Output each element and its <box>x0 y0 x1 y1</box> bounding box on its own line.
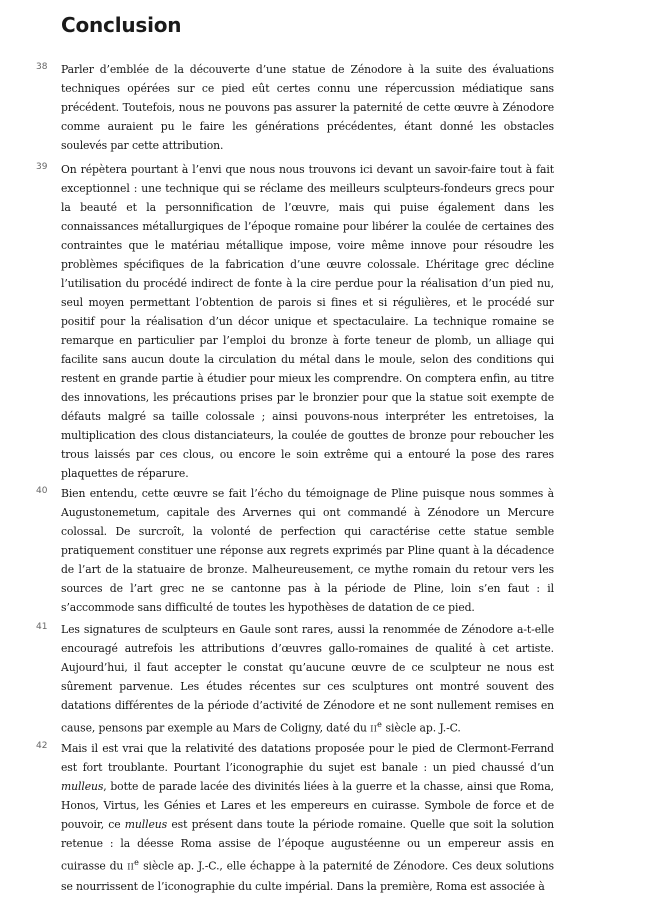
paragraph-text: Parler d’emblée de la découverte d’une statue de Zénodore à la suite des évaluations techniques opérées sur ce pied eût certes connu une répercussion médiatique sans précédent. Toutefois, nous ne pouvons pas assurer la paternité de cette œuvre à Zénodore comme auraient pu le faire les générations précédentes, étant donné les obstacles soulevés par cette attribution. <box>61 63 554 152</box>
text-run: est présent dans toute la période romaine. Quelle que soit la solution retenue : la déesse Roma assise de l’époque augustéenne ou un empereur assis en cuirasse du <box>61 818 554 873</box>
text-run: siècle ap. J.-C. <box>382 721 461 735</box>
century-suffix: e <box>134 858 140 867</box>
text-run: , botte de parade lacée des divinités liées à la guerre et la chasse, ainsi que Roma, Honos, Virtus, les Génies et Lares et les empereurs en cuirasse. Symbole de force et de pouvoir, ce <box>61 780 554 831</box>
text-run: siècle ap. J.-C., elle échappe à la paternité de Zénodore. Ces deux solutions se nourrissent de l’iconographie du culte impérial. Dans la première, Roma est associée à <box>61 859 554 893</box>
text-run: Mais il est vrai que la relativité des datations proposée pour le pied de Clermont-Ferrand est fort troublante. Pourtant l’iconographie du sujet est banale : un pied chaussé d’un <box>61 742 554 774</box>
century-numeral: II <box>127 862 135 872</box>
paragraph-number: 40 <box>36 486 48 496</box>
paragraph-number: 38 <box>36 62 48 72</box>
text-run: Les signatures de sculpteurs en Gaule sont rares, aussi la renommée de Zénodore a-t-elle encouragé autrefois les attributions d’œuvres gallo-romaines de qualité à cet artiste. Aujourd’hui, il faut accepter le constat qu’aucune œuvre de ce sculpteur ne nous est sûrement parvenue. Les études récentes sur ces sculptures ont montré souvent des datations différentes de la période d’activité de Zénodore et ne sont nullement remises en cause, pensons par exemple au Mars de Coligny, daté du <box>61 623 554 735</box>
paragraph-text <box>61 620 554 739</box>
paragraph-text: Bien entendu, cette œuvre se fait l’écho du témoignage de Pline puisque nous sommes à Augustonemetum, capitale des Arvernes qui ont commandé à Zénodore un Mercure colossal. De surcroît, la volonté de perfection qui caractérise cette statue semble pratiquement constituer une réponse aux regrets exprimés par Pline quant à la décadence de l’art de la statuaire de bronze. Malheureusement, ce mythe romain du retour vers les sources de l’art grec ne se cantonne pas à la période de Pline, loin s’en faut : il s’accommode sans difficulté de toutes les hypothèses de datation de ce pied. <box>61 487 554 614</box>
paragraph-number: 42 <box>36 741 48 751</box>
paragraph-number: 39 <box>36 162 48 172</box>
paragraph-text: On répètera pourtant à l’envi que nous nous trouvons ici devant un savoir-faire tout à fait exceptionnel : une technique qui se réclame des meilleurs sculpteurs-fondeurs grecs pour la beauté et la personnification de l’œuvre, mais qui puise également dans les connaissances métallurgiques de l’époque romaine pour libérer la coulée de certaines des contraintes que le matériau métallique impose, voire même innove pour résoudre les problèmes spécifiques de la fabrication d’une œuvre colossale. L’héritage grec décline l’utilisation du procédé indirect de fonte à la cire perdue pour la réalisation d’un pied nu, seul moyen permettant l’obtention de parois si fines et si régulières, et le procédé sur positif pour la réalisation d’un décor unique et spectaculaire. La technique romaine se remarque en particulier par l’emploi du bronze à forte teneur de plomb, un alliage qui facilite sans aucun doute la circulation du métal dans le moule, selon des conditions qui restent en grande partie à étudier pour mieux les comprendre. On comptera enfin, au titre des innovations, les précautions prises par le bronzier pour que la statue soit exempte de défauts malgré sa taille colossale ; ainsi pouvons-nous interpréter les entretoises, la multiplication des clous distanciateurs, la coulée de gouttes de bronze pour reboucher les trous laissés par ces clous, ou encore le soin extrême qui a entouré la pose des rares plaquettes de réparure. <box>61 163 554 480</box>
paragraph-text <box>61 739 554 896</box>
paragraph-number: 41 <box>36 622 48 632</box>
section-title: Conclusion <box>61 13 182 37</box>
century-suffix: e <box>377 720 383 729</box>
italic-term: mulleus <box>61 780 104 793</box>
italic-term: mulleus <box>124 818 168 831</box>
century-numeral: II <box>370 724 378 734</box>
